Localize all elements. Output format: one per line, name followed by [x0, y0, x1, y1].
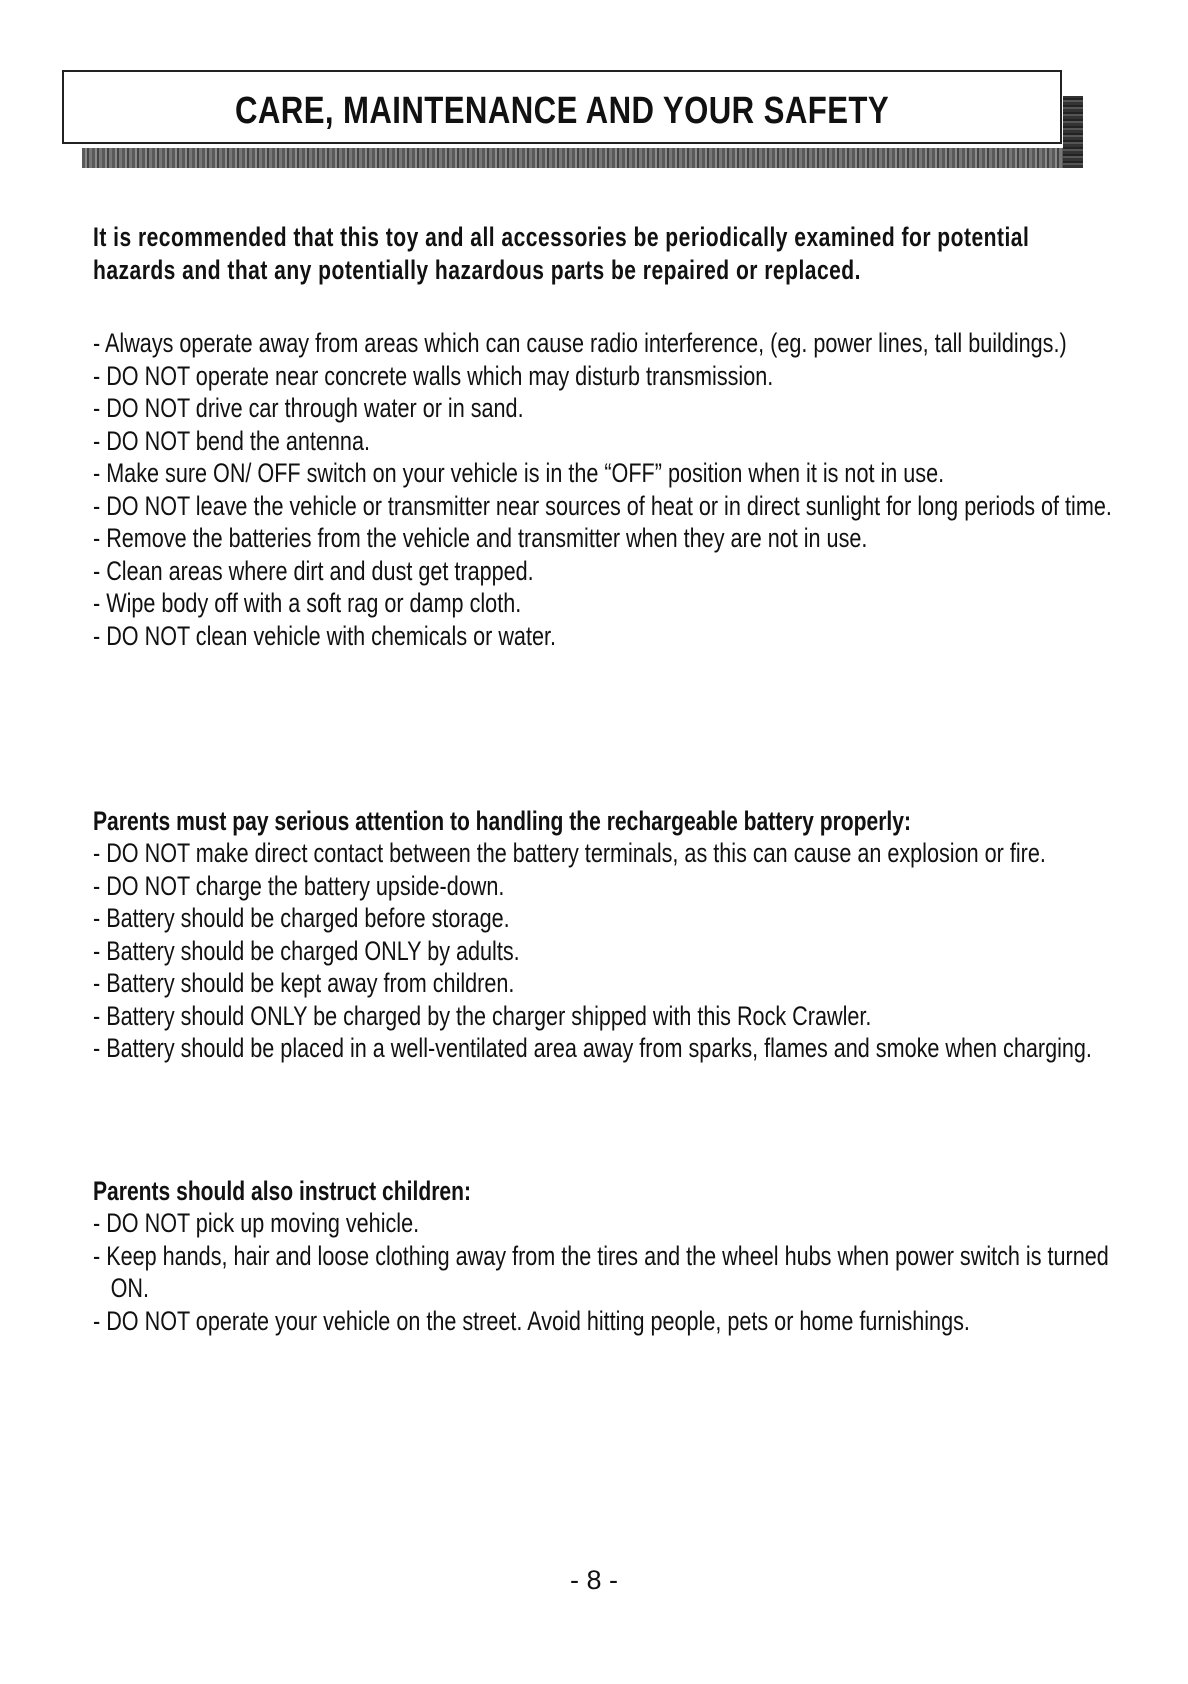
list-item: - Clean areas where dirt and dust get trapped.: [93, 555, 534, 586]
list-item: - DO NOT charge the battery upside-down.: [93, 870, 505, 901]
list-item: - DO NOT bend the antenna.: [93, 425, 370, 456]
list-item: - Battery should be charged before storage.: [93, 903, 510, 933]
battery-heading: Parents must pay serious attention to handling the rechargeable battery properly:: [93, 806, 912, 836]
list-item: - Remove the batteries from the vehicle and transmitter when they are not in use.: [93, 523, 868, 553]
list-item: - DO NOT leave the vehicle or transmitter near sources of heat or in direct sunlight for long periods of time.: [93, 490, 1112, 521]
list-item: - Battery should be kept away from children.: [93, 968, 515, 998]
list-item: - DO NOT make direct contact between the battery terminals, as this can cause an explosion or fire.: [93, 838, 1046, 868]
list-item: - Battery should ONLY be charged by the charger shipped with this Rock Crawler.: [93, 1000, 872, 1031]
list-item: - DO NOT clean vehicle with chemicals or water.: [93, 620, 556, 651]
list-item: - DO NOT drive car through water or in sand.: [93, 393, 524, 423]
list-item: - Make sure ON/ OFF switch on your vehicle is in the “OFF” position when it is not in use.: [93, 458, 945, 488]
list-item: - Always operate away from areas which can cause radio interference, (eg. power lines, tall buildings.): [93, 328, 1067, 358]
title-box: [62, 70, 1062, 144]
care-list: [93, 327, 1112, 652]
list-item: - DO NOT pick up moving vehicle.: [93, 1208, 420, 1238]
list-item: - Keep hands, hair and loose clothing away from the tires and the wheel hubs when power switch is turned ON.: [93, 1240, 1109, 1303]
list-item: - DO NOT operate near concrete walls which may disturb transmission.: [93, 360, 774, 391]
page-number: - 8 -: [569, 1565, 618, 1595]
list-item: - Wipe body off with a soft rag or damp cloth.: [93, 588, 522, 618]
battery-list: [93, 837, 1093, 1065]
list-item: - DO NOT operate your vehicle on the street. Avoid hitting people, pets or home furnishings.: [93, 1305, 970, 1336]
title-shadow-bar: [82, 148, 1082, 168]
intro-paragraph: It is recommended that this toy and all accessories be periodically examined for potential hazards and that any potentially hazardous parts be repaired or replaced.: [93, 222, 1030, 285]
title-shadow-side: [1063, 96, 1083, 168]
children-list: [93, 1207, 1109, 1337]
list-item: - Battery should be placed in a well-ventilated area away from sparks, flames and smoke when charging.: [93, 1033, 1092, 1063]
page-title: CARE, MAINTENANCE AND YOUR SAFETY: [234, 90, 890, 132]
children-heading: Parents should also instruct children:: [93, 1176, 471, 1206]
list-item: - Battery should be charged ONLY by adults.: [93, 935, 520, 966]
